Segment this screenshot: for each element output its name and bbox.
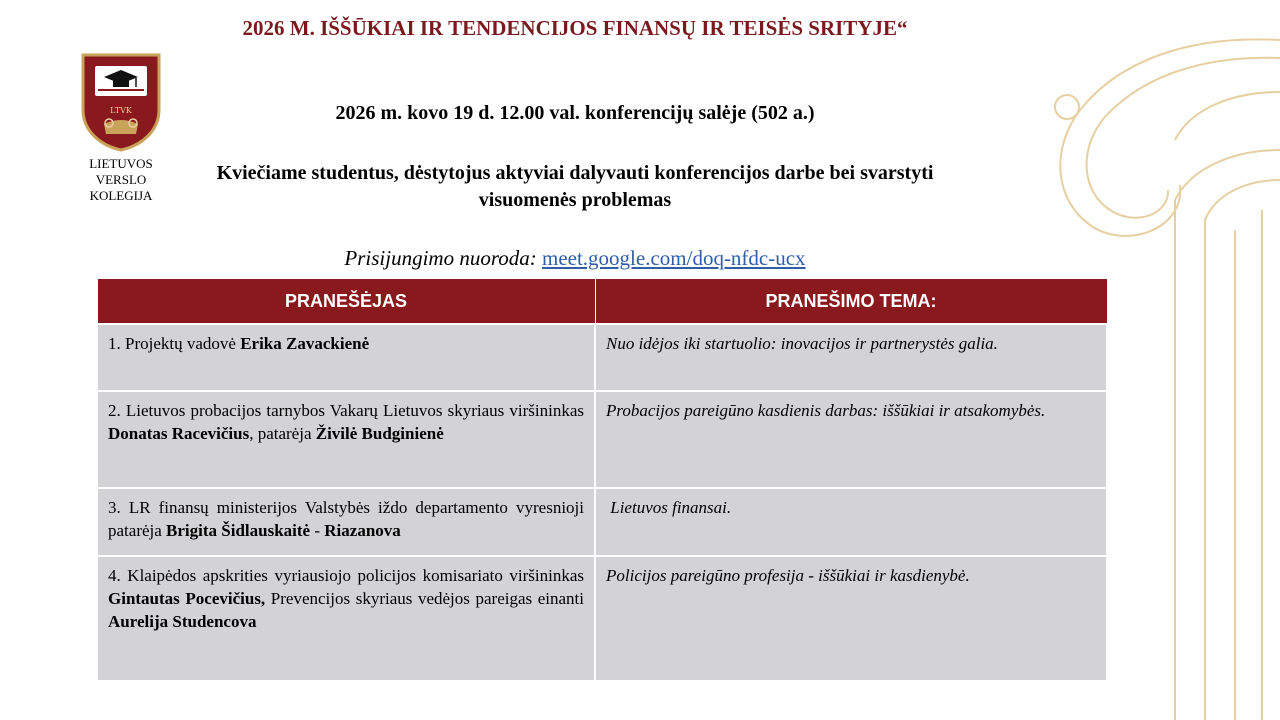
table-row [97,391,1107,488]
speaker-name-2: Riazanova [324,521,401,540]
speaker-name-2: Aurelija Studencova [108,612,257,631]
speaker-role: 2. Lietuvos probacijos tarnybos Vakarų Lietuvos skyriaus viršininkas [108,401,584,420]
speaker-role: 3. LR finansų ministerijos Valstybės iždo departamento vyresnioji patarėja [108,498,584,540]
speaker-name: Donatas Racevičius [108,424,250,443]
speaker-name-separator: - [310,521,325,540]
table-row [97,556,1107,681]
join-link-label: Prisijungimo nuoroda: [344,246,537,270]
invitation-text: Kviečiame studentus, dėstytojus aktyviai dalyvauti konferencijos darbe bei svarstyti visuomenės problemas [216,162,934,211]
college-name-line1: LIETUVOS [89,156,153,171]
conference-title: 2026 M. IŠŠŪKIAI IR TENDENCIJOS FINANSŲ IR TEISĖS SRITYJE“ [242,16,908,40]
speaker-role-2: Prevencijos skyriaus vedėjos pareigas einanti [265,589,584,608]
speaker-role: 4. Klaipėdos apskrities vyriausiojo policijos komisariato viršininkas [108,566,584,585]
speakers-table [96,278,1108,682]
speaker-role-2: , patarėja [249,424,316,443]
speaker-cell [97,324,595,391]
speaker-cell [97,556,595,681]
college-name [72,156,170,204]
college-name-line2: VERSLO [95,172,147,187]
speaker-cell [97,488,595,556]
topic-cell: Policijos pareigūno profesija - iššūkiai ir kasdienybė. [595,556,1107,681]
topic-cell: Probacijos pareigūno kasdienis darbas: iššūkiai ir atsakomybės. [595,391,1107,488]
join-link-line [200,246,950,271]
speaker-name-2: Živilė Budginienė [315,424,444,443]
col-header-topic: PRANEŠIMO TEMA: [595,279,1107,325]
table-header-row [97,279,1107,325]
speaker-cell [97,391,595,488]
speaker-name: Gintautas Pocevičius, [108,589,266,608]
speaker-role: 1. Projektų vadovė [108,334,241,353]
speaker-name: Brigita Šidlauskaitė [166,521,311,540]
speaker-name: Erika Zavackienė [240,334,370,353]
conference-date: 2026 m. kovo 19 d. 12.00 val. konferencijų salėje (502 a.) [335,102,815,124]
table-row [97,324,1107,391]
col-header-speaker: PRANEŠĖJAS [97,279,595,325]
college-logo [80,52,162,157]
college-name-line3: KOLEGIJA [89,188,153,203]
logo-emblem-text: LTVK [110,106,132,115]
join-link[interactable]: meet.google.com/doq-nfdc-ucx [541,246,806,270]
table-row [97,488,1107,556]
topic-cell: Lietuvos finansai. [595,488,1107,556]
topic-cell: Nuo idėjos iki startuolio: inovacijos ir partnerystės galia. [595,324,1107,391]
